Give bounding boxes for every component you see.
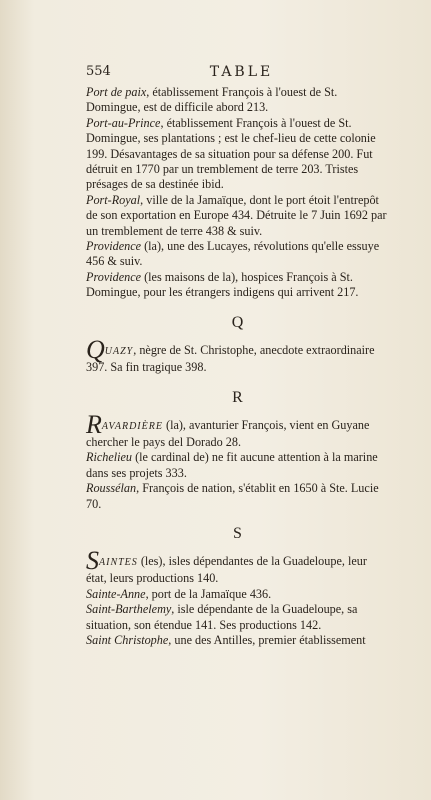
- entry-head: AVARDIÈRE: [101, 420, 163, 432]
- entry-text: , François de nation, s'établit en 1650 à Ste. Lucie 70.: [86, 481, 379, 511]
- index-entry: [86, 546, 390, 586]
- index-entry: [86, 481, 390, 512]
- entry-text: (les maisons de la), hospices François à St. Domingue, pour les étrangers indigens qui arrivent 217.: [86, 269, 359, 300]
- entry-head: Sainte-Anne: [86, 586, 146, 601]
- index-entry: [86, 239, 390, 270]
- section-letter: R: [232, 388, 244, 406]
- index-entry: [86, 450, 390, 481]
- entry-text: (la), une des Lucayes, révolutions qu'elle essuye 456 & suiv.: [86, 239, 380, 269]
- entry-head: Richelieu: [86, 450, 133, 465]
- section-letter: Q: [231, 313, 245, 331]
- index-entry: [86, 602, 390, 633]
- entry-text: , établissement François à l'ouest de St. Domingue, est de difficile abord 213.: [86, 85, 338, 115]
- entry-head: Saint Christophe: [86, 632, 169, 647]
- entry-head: Port-au-Prince: [86, 115, 161, 130]
- entry-head: Port de paix: [86, 85, 147, 99]
- entry-head: Saint-Barthelemy: [86, 602, 172, 617]
- index-entry: [86, 587, 390, 602]
- entry-text: (la), avanturier François, vient en Guyane chercher le pays del Dorado 28.: [86, 417, 370, 449]
- entry-text: , port de la Jamaïque 436.: [145, 586, 272, 601]
- entry-text: , ville de la Jamaïque, dont le port étoit l'entrepôt de son exportation en Europe 434. Détruite le 7 Juin 1692 par un tremblement de terre 438 & suiv.: [86, 192, 387, 238]
- entry-head: AINTES: [99, 557, 138, 569]
- page-header: [86, 64, 397, 82]
- index-entry: [86, 116, 390, 193]
- drop-cap: Q: [86, 335, 105, 365]
- entry-text: , nègre de St. Christophe, anecdote extraordinaire 397. Sa fin tragique 398.: [86, 343, 375, 375]
- entry-text: , isle dépendante de la Guadeloupe, sa situation, son étendue 141. Ses productions 142.: [86, 602, 358, 632]
- entry-head: UAZY: [104, 346, 134, 358]
- entry-text: (les), isles dépendantes de la Guadeloupe, leur état, leurs productions 140.: [86, 554, 367, 586]
- drop-cap: S: [86, 546, 99, 576]
- page-title: TABLE: [209, 64, 274, 80]
- index-content: [86, 85, 390, 648]
- entry-head: Providence: [86, 269, 142, 284]
- entry-text: (le cardinal de) ne fit aucune attention à la marine dans ses projets 333.: [86, 450, 378, 480]
- index-entry: [86, 633, 390, 648]
- entry-text: , une des Antilles, premier établissement: [168, 632, 366, 647]
- entry-text: , établissement François à l'ouest de St. Domingue, ses plantations ; est le chef-lieu de cette colonie 199. Désavantages de sa situation pour sa défense 200. Fut détruit en 1770 par un tremblement de terre 203. Tristes présages de sa destinée ibid.: [86, 115, 376, 192]
- drop-cap: R: [86, 409, 102, 439]
- index-entry: [86, 335, 390, 375]
- page-number: 554: [86, 64, 111, 79]
- index-entry: [86, 270, 390, 301]
- index-entry: [86, 409, 390, 450]
- entry-head: Port-Royal: [86, 192, 141, 207]
- index-entry: [86, 193, 390, 239]
- section-letter: S: [233, 524, 243, 542]
- entry-head: Providence: [86, 239, 142, 254]
- entry-head: Roussélan: [86, 481, 137, 496]
- index-entry: [86, 85, 390, 116]
